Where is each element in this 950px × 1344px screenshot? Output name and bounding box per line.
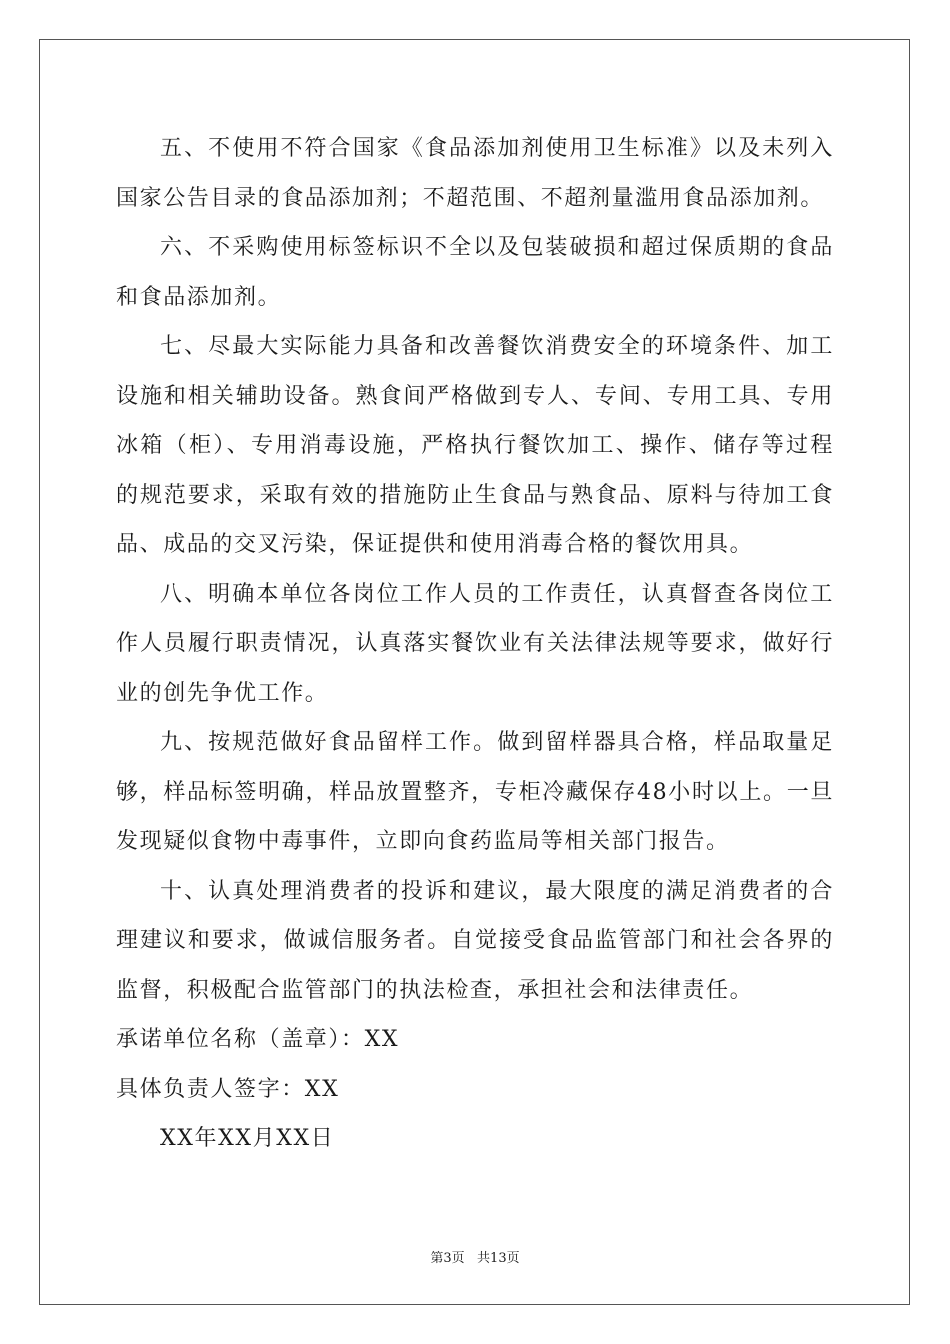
sign-date: XX年XX月XX日: [160, 1126, 335, 1151]
responsible-person: 具体负责人签字：XX: [116, 1076, 340, 1102]
clause-8: 八、明确本单位各岗位工作人员的工作责任，认真督查各岗位工作人员履行职责情况，认真落实餐饮业有关法律法规等要求，做好行业的创先争优工作。: [116, 581, 834, 706]
page-number: 第3页 共13页: [430, 1251, 520, 1266]
clause-5: 五、不使用不符合国家《食品添加剂使用卫生标准》以及未列入国家公告目录的食品添加剂；不超范围、不超剂量滥用食品添加剂。: [116, 136, 834, 211]
clause-6: 六、不采购使用标签标识不全以及包装破损和超过保质期的食品和食品添加剂。: [116, 235, 834, 310]
clause-7: 七、尽最大实际能力具备和改善餐饮消费安全的环境条件、加工设施和相关辅助设备。熟食间严格做到专人、专间、专用工具、专用冰箱（柜）、专用消毒设施，严格执行餐饮加工、操作、储存等过程的规范要求，采取有效的措施防止生食品与熟食品、原料与待加工食品、成品的交叉污染，保证提供和使用消毒合格的餐饮用具。: [116, 334, 834, 557]
signing-unit: 承诺单位名称（盖章）：XX: [116, 1027, 400, 1052]
clause-9: 九、按规范做好食品留样工作。做到留样器具合格，样品取量足够，样品标签明确，样品放置整齐，专柜冷藏保存48小时以上。一旦发现疑似食物中毒事件，立即向食药监局等相关部门报告。: [116, 730, 834, 854]
clause-10: 十、认真处理消费者的投诉和建议，最大限度的满足消费者的合理建议和要求，做诚信服务者。自觉接受食品监管部门和社会各界的监督，积极配合监管部门的执法检查，承担社会和法律责任。: [116, 878, 834, 1003]
document-body: [116, 124, 834, 1164]
